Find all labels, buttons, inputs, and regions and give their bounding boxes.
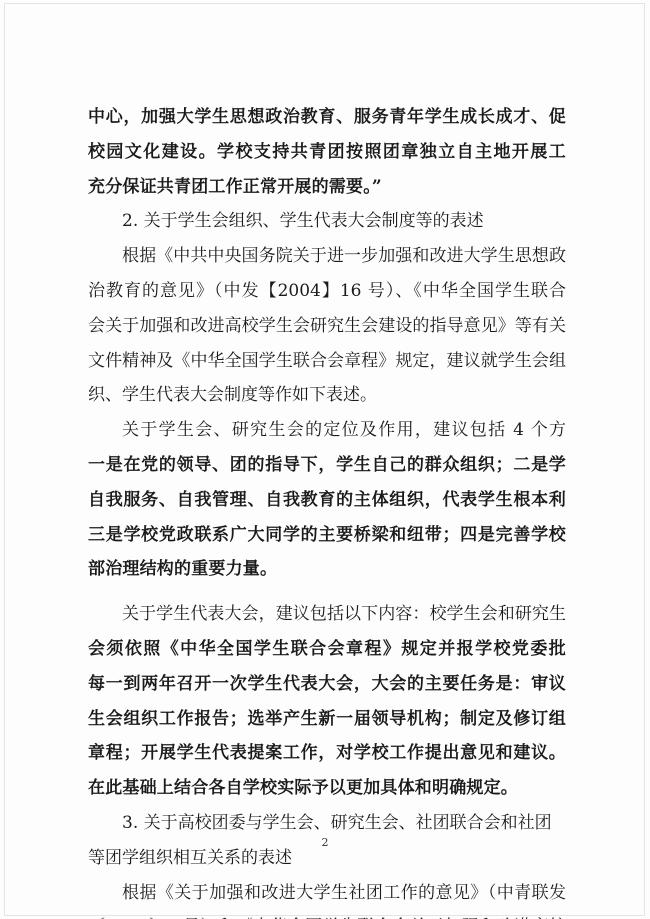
- text-line: 自我服务、自我管理、自我教育的主体组织，代表学生根本利: [88, 489, 566, 510]
- text-line: 会须依照《中华全国学生联合会章程》规定并报学校党委批: [88, 638, 566, 659]
- text-line: 生会组织工作报告；选举产生新一届领导机构；制定及修订组: [88, 708, 566, 729]
- section-heading: 2. 关于学生会组织、学生代表大会制度等的表述: [122, 211, 484, 232]
- text-line: 三是学校党政联系广大同学的主要桥梁和纽带；四是完善学校: [88, 524, 566, 545]
- paragraph-gap: [88, 587, 566, 597]
- text-line: 关于学生代表大会，建议包括以下内容：校学生会和研究生: [122, 604, 566, 625]
- section-heading-continued: 等团学组织相互关系的表述: [88, 847, 292, 868]
- text-line: 章程；开展学生代表提案工作，对学校工作提出意见和建议。: [88, 743, 566, 764]
- page-number: 2: [321, 836, 329, 849]
- text-line: [88, 910, 566, 919]
- text-line: 中心，加强大学生思想政治教育、服务青年学生成长成才、促: [88, 107, 566, 127]
- text-line: 会关于加强和改进高校学生会研究生会建设的指导意见》等有关: [88, 315, 566, 336]
- text-line: 充分保证共青团工作正常开展的需要。”: [88, 176, 382, 197]
- text-line: 一是在党的领导、团的指导下，学生自己的群众组织；二是学: [88, 454, 566, 475]
- text-line: 每一到两年召开一次学生代表大会，大会的主要任务是：审议: [88, 673, 566, 694]
- text-line: 在此基础上结合各自学校实际予以更加具体和明确规定。: [88, 778, 518, 799]
- text-line: 关于学生会、研究生会的定位及作用，建议包括 4 个方: [122, 420, 566, 441]
- text-line: 文件精神及《中华全国学生联合会章程》规定，建议就学生会组: [88, 350, 566, 371]
- text-line: 治教育的意见》（中发【2004】16 号）、《中华全国学生联合: [88, 280, 566, 301]
- text-line: 根据《关于加强和改进大学生社团工作的意见》（中青联发: [122, 882, 566, 903]
- document-body: [88, 100, 566, 919]
- text-line: 校园文化建设。学校支持共青团按照团章独立自主地开展工: [88, 141, 566, 162]
- text-line: 根据《中共中央国务院关于进一步加强和改进大学生思想政: [122, 246, 566, 267]
- section-heading: 3. 关于高校团委与学生会、研究生会、社团联合会和社团: [122, 812, 552, 833]
- text-line: 织、学生代表大会制度等作如下表述。: [88, 385, 377, 406]
- text-line: 部治理结构的重要力量。: [88, 559, 278, 580]
